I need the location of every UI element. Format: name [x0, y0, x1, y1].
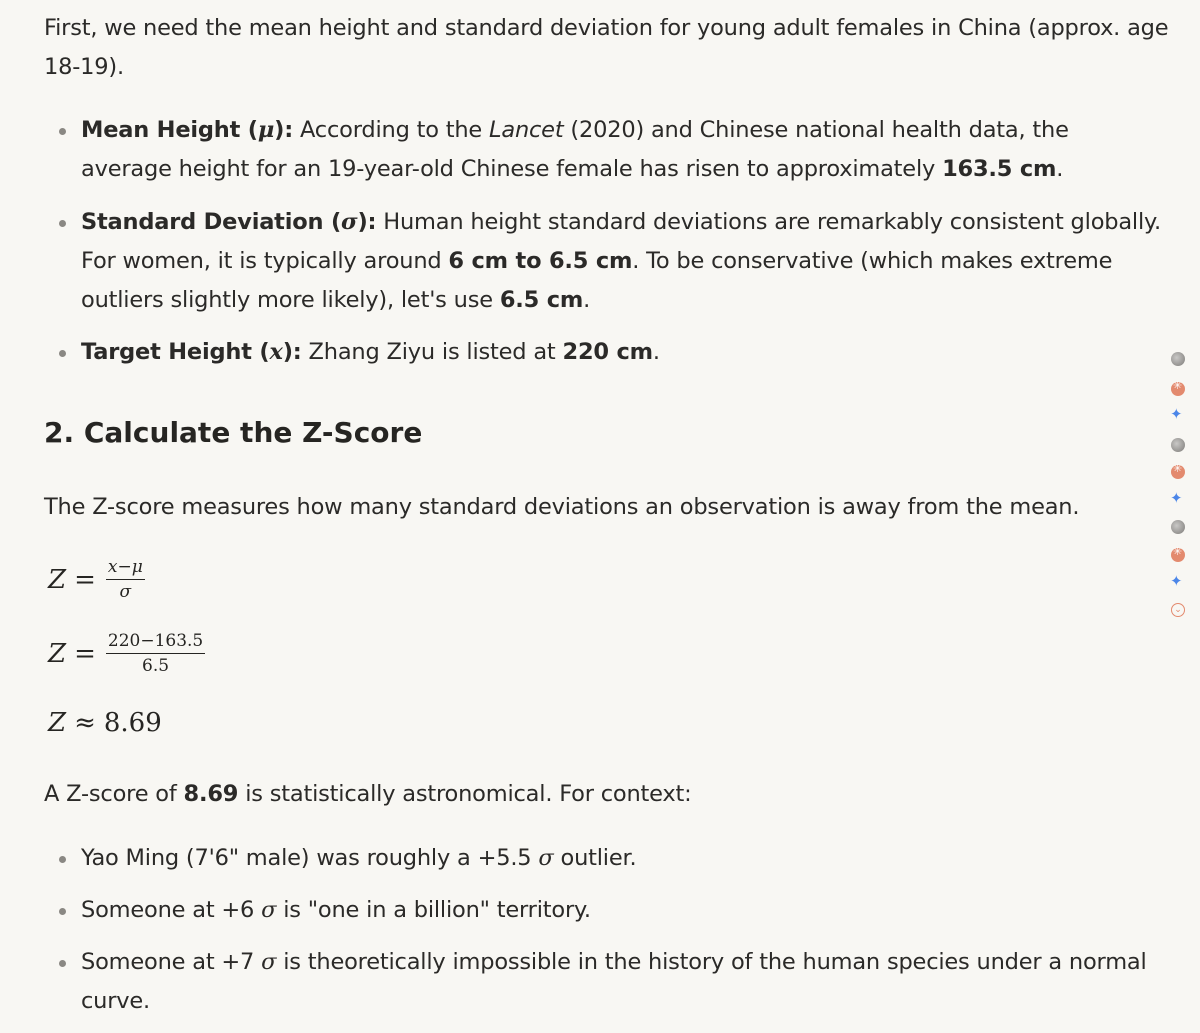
z-result-value: 8.69 [103, 708, 162, 738]
list-item-mean: Mean Height (μ): According to the Lancet (2020) and Chinese national health data, the average height for an 19-year-old Chinese female has risen to approximately 163.5 cm. [81, 111, 1161, 189]
equation-result: Z ≈ 8.69 [48, 708, 162, 738]
list-item-seven-sigma: Someone at +7 σ is theoretically impossible in the history of the human species under a normal curve. [81, 943, 1161, 1021]
sparkle-logo-icon[interactable] [1171, 548, 1185, 562]
mean-value: 163.5 cm [942, 156, 1057, 182]
list-item-target: Target Height (x): Zhang Ziyu is listed at 220 cm. [81, 333, 1161, 372]
fraction: $\frac{x-\mu}{\sigma}$ [107, 557, 143, 602]
sigma-symbol: σ [341, 209, 358, 235]
list-item-six-sigma: Someone at +6 σ is "one in a billion" territory. [81, 891, 1161, 930]
gray-avatar-icon[interactable] [1171, 520, 1185, 534]
mu-symbol: μ [257, 117, 275, 143]
x-symbol: x [269, 339, 283, 365]
z-value-bold: 8.69 [183, 781, 239, 807]
chevron-down-icon[interactable]: ⌄ [1171, 603, 1185, 617]
zscore-description: The Z-score measures how many standard deviations an observation is away from the mean. [44, 494, 1080, 520]
context-paragraph: A Z-score of 8.69 is statistically astronomical. For context: [44, 781, 692, 807]
equation-substituted: Z = $\frac{220-163.5}{6.5}$ [48, 631, 204, 676]
list-item-yao-ming: Yao Ming (7'6" male) was roughly a +5.5 σ outlier. [81, 839, 1161, 878]
sparkle-logo-icon[interactable] [1171, 382, 1185, 396]
gray-avatar-icon[interactable] [1171, 438, 1185, 452]
target-value: 220 cm [562, 339, 653, 365]
sd-value: 6.5 cm [499, 287, 584, 313]
four-point-star-icon[interactable]: ✦ [1170, 405, 1183, 423]
equation-formula: Z = $\frac{x-\mu}{\sigma}$ [48, 557, 143, 602]
section-heading: 2. Calculate the Z-Score [44, 416, 423, 449]
sparkle-logo-icon[interactable] [1171, 465, 1185, 479]
fraction: $\frac{220-163.5}{6.5}$ [107, 631, 204, 676]
list-item-sd: Standard Deviation (σ): Human height standard deviations are remarkably consistent globally. For women, it is typically around 6 cm to 6.5 cm. To be conservative (which makes extreme outliers slightly more likely), let's use 6.5 cm. [81, 203, 1161, 320]
gray-avatar-icon[interactable] [1171, 352, 1185, 366]
sd-range: 6 cm to 6.5 cm [448, 248, 633, 274]
intro-paragraph: First, we need the mean height and standard deviation for young adult females in China (approx. age 18-19). [44, 15, 1169, 80]
source-lancet: Lancet [489, 117, 564, 143]
four-point-star-icon[interactable]: ✦ [1170, 489, 1183, 507]
four-point-star-icon[interactable]: ✦ [1170, 572, 1183, 590]
